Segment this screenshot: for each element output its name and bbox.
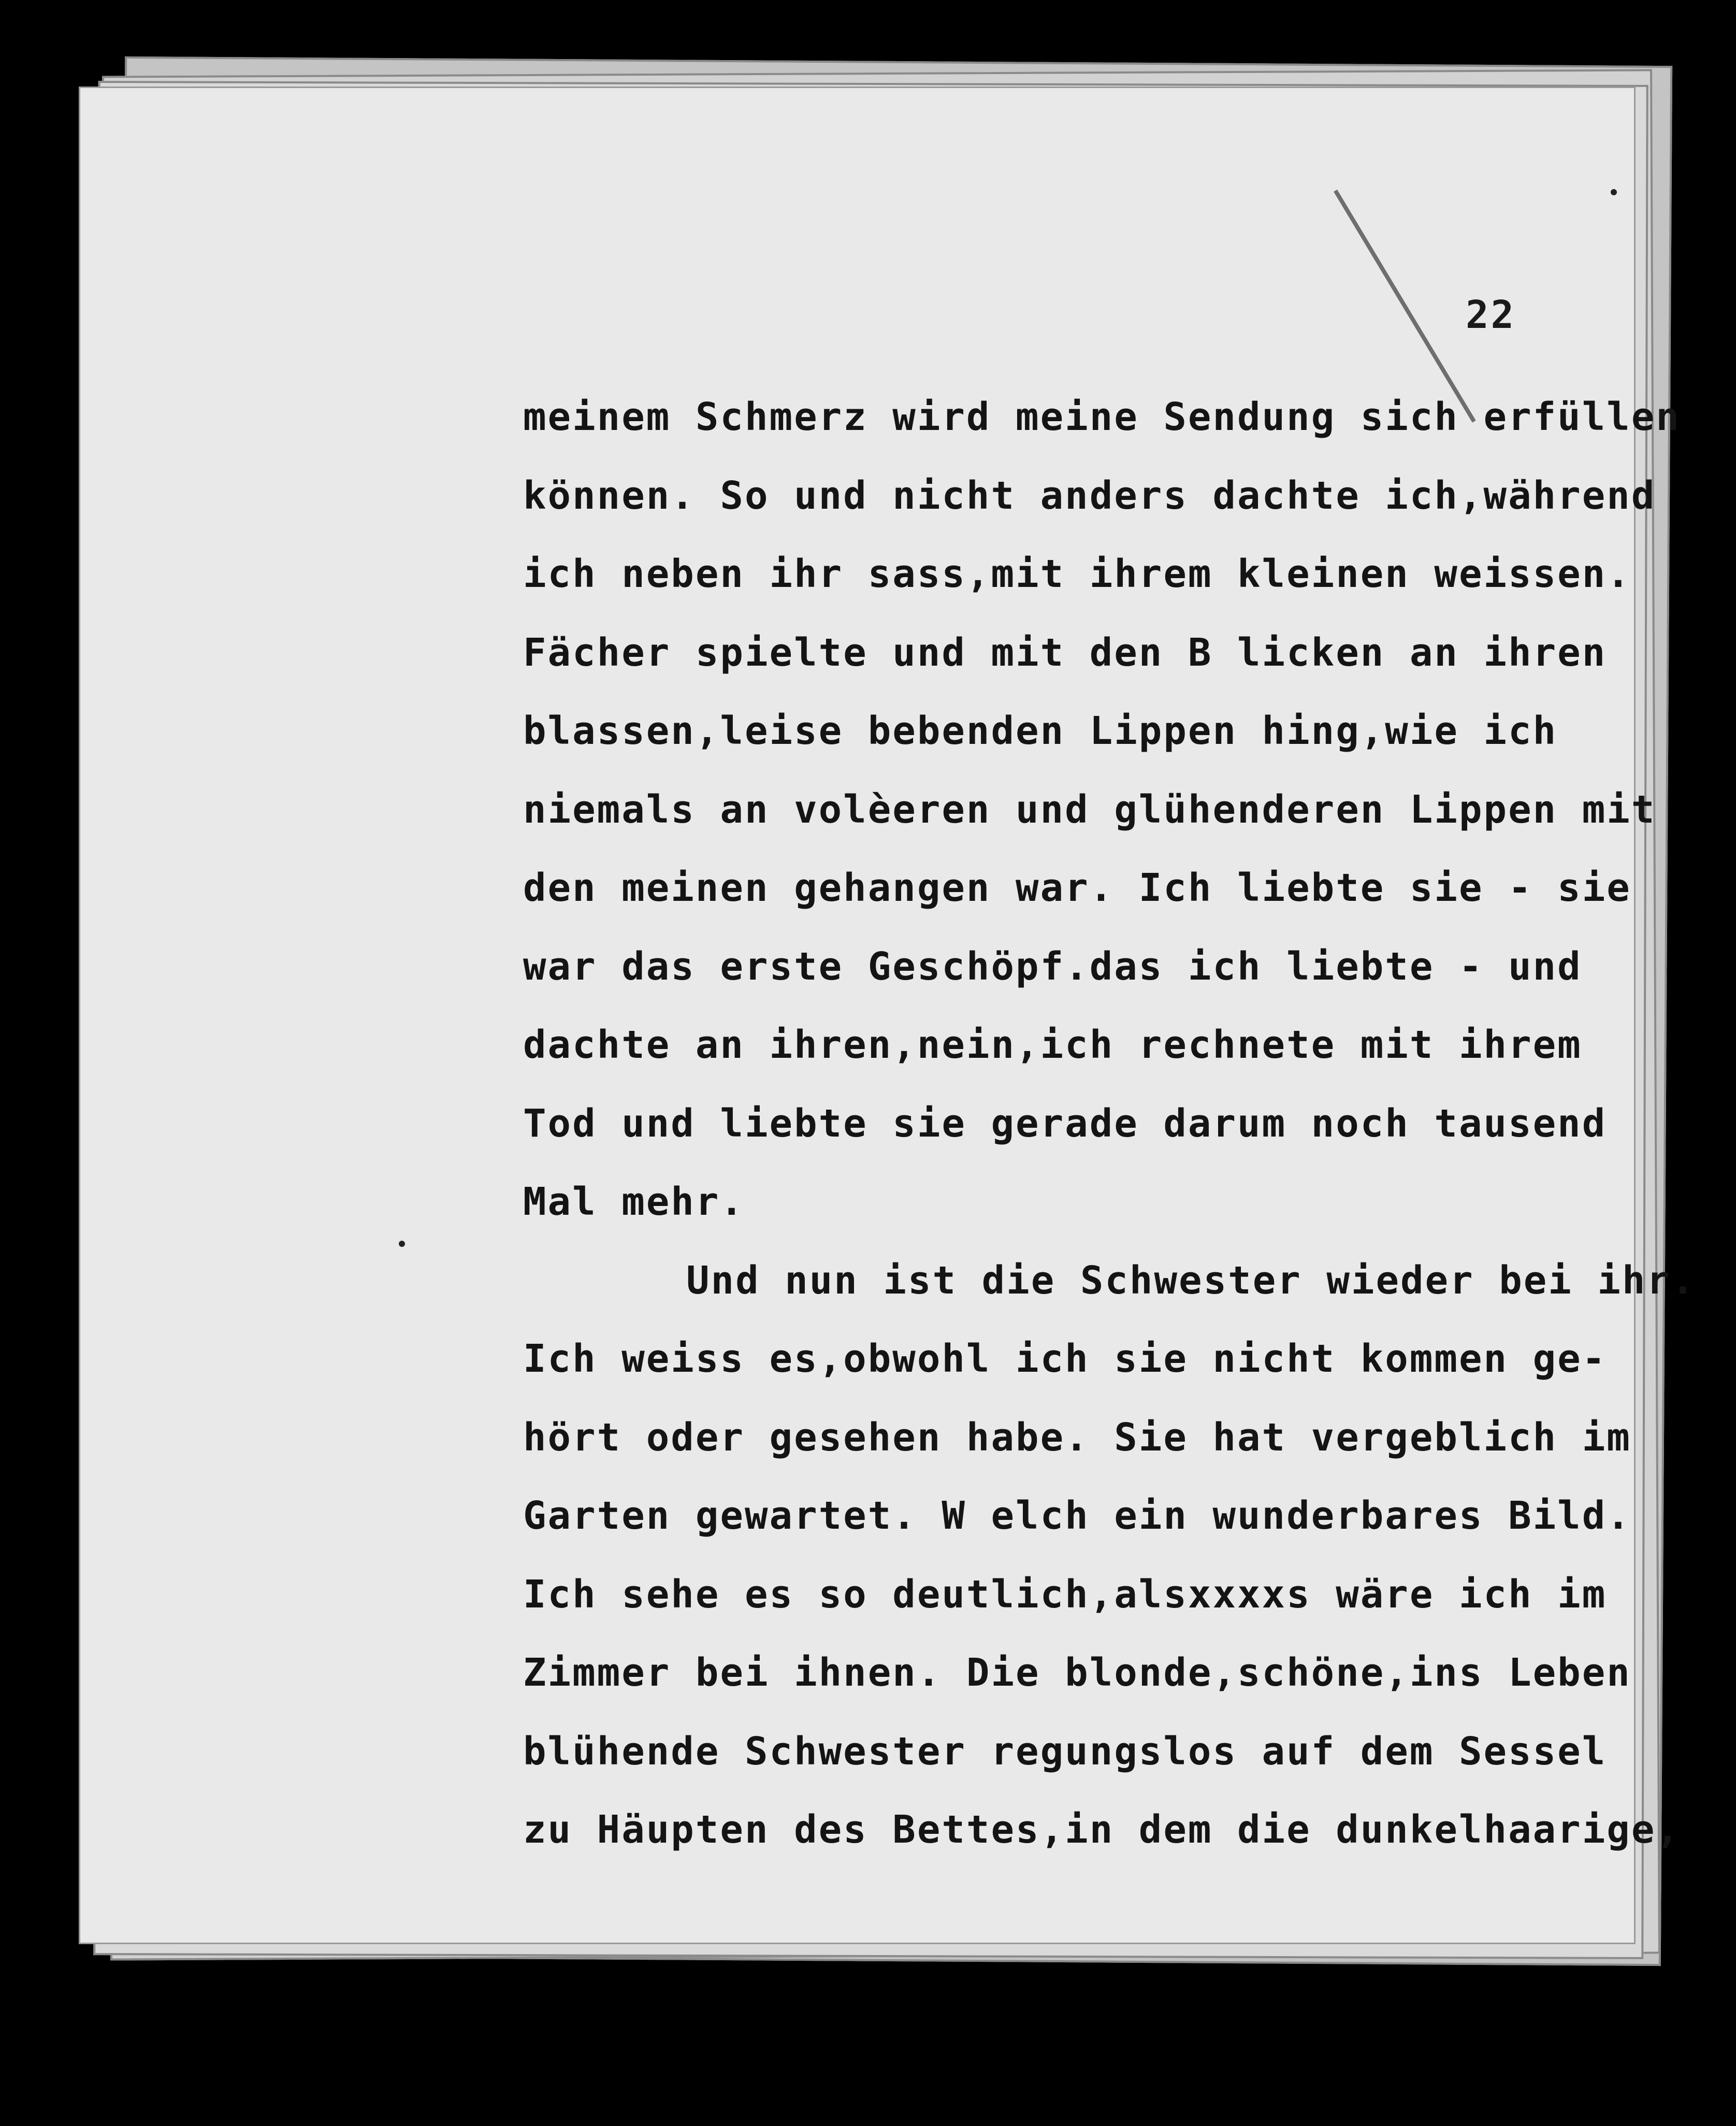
text-line: war das erste Geschöpf.das ich liebte - und: [523, 944, 1582, 989]
page-body: [523, 378, 1694, 1870]
text-line: Zimmer bei ihnen. Die blonde,schöne,ins Leben: [523, 1650, 1631, 1695]
text-line: niemals an volèeren und glühenderen Lippen mit: [523, 787, 1656, 832]
text-line: dachte an ihren,nein,ich rechnete mit ihrem: [523, 1023, 1582, 1067]
text-line: Fächer spielte und mit den B licken an ihren: [523, 630, 1607, 675]
text-line: Ich weiss es,obwohl ich sie nicht kommen ge-: [523, 1337, 1607, 1381]
text-line: Tod und liebte sie gerade darum noch tausend: [523, 1101, 1607, 1146]
text-line: blassen,leise bebenden Lippen hing,wie ich: [523, 709, 1558, 753]
text-line: blühende Schwester regungslos auf dem Sessel: [523, 1729, 1607, 1774]
text-line: Mal mehr.: [523, 1180, 745, 1224]
text-line: den meinen gehangen war. Ich liebte sie - sie: [523, 866, 1631, 910]
text-line: zu Häupten des Bettes,in dem die dunkelhaarige,: [523, 1807, 1681, 1852]
page-number: 22: [1466, 293, 1516, 337]
text-line: können. So und nicht anders dachte ich,während: [523, 473, 1656, 518]
text-line: Und nun ist die Schwester wieder bei ihr.: [686, 1258, 1696, 1303]
ink-speck: [399, 1241, 405, 1247]
text-line: hört oder gesehen habe. Sie hat vergeblich im: [523, 1415, 1631, 1460]
typewritten-page: [80, 88, 1696, 1943]
text-line: Garten gewartet. W elch ein wunderbares Bild.: [523, 1493, 1631, 1538]
text-line: Ich sehe es so deutlich,alsxxxxs wäre ich im: [523, 1572, 1607, 1617]
ink-speck: [1611, 189, 1617, 195]
text-line: ich neben ihr sass,mit ihrem kleinen weissen.: [523, 552, 1631, 596]
text-line: meinem Schmerz wird meine Sendung sich erfüllen: [523, 395, 1681, 439]
